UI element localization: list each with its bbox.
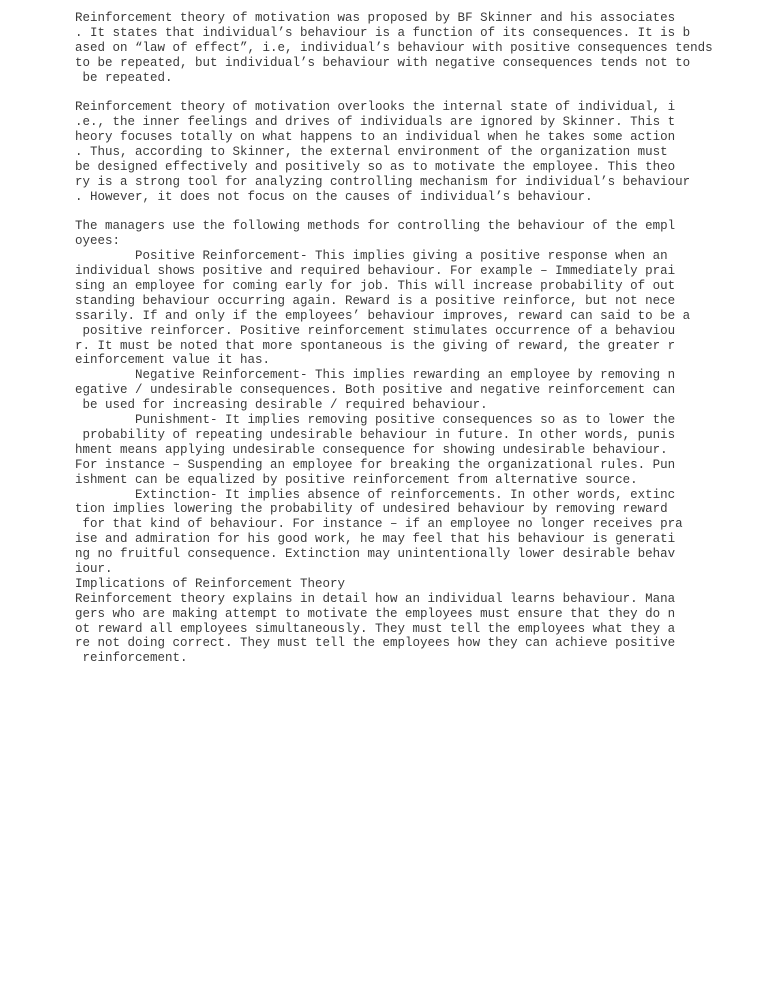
- paragraph-overlooks: [75, 100, 755, 204]
- text-line: . It states that individual’s behaviour is a function of its consequences. It is b: [75, 25, 691, 40]
- text-line: ssarily. If and only if the employees’ behaviour improves, reward can said to be a: [75, 308, 691, 323]
- text-line: ot reward all employees simultaneously. They must tell the employees what they a: [75, 621, 676, 636]
- text-line: positive reinforcer. Positive reinforcement stimulates occurrence of a behaviou: [75, 323, 676, 338]
- text-line: standing behaviour occurring again. Reward is a positive reinforce, but not nece: [75, 293, 676, 308]
- document-page: [75, 11, 755, 666]
- text-line: for that kind of behaviour. For instance – if an employee no longer receives pra: [75, 517, 683, 532]
- text-line: Reinforcement theory of motivation overlooks the internal state of individual, i: [75, 100, 676, 115]
- text-line: . Thus, according to Skinner, the external environment of the organization must: [75, 145, 668, 160]
- text-line: Negative Reinforcement- This implies rewarding an employee by removing n: [75, 368, 676, 383]
- text-line: iour.: [75, 561, 113, 576]
- text-line: sing an employee for coming early for job. This will increase probability of out: [75, 279, 676, 294]
- text-line: .e., the inner feelings and drives of individuals are ignored by Skinner. This t: [75, 115, 676, 130]
- paragraph-methods: [75, 219, 755, 666]
- text-line: ise and admiration for his good work, he may feel that his behaviour is generati: [75, 532, 676, 547]
- text-line: hment means applying undesirable consequence for showing undesirable behaviour.: [75, 442, 668, 457]
- text-line: For instance – Suspending an employee for breaking the organizational rules. Pun: [75, 457, 676, 472]
- text-line: egative / undesirable consequences. Both positive and negative reinforcement can: [75, 383, 676, 398]
- text-line: be used for increasing desirable / required behaviour.: [75, 398, 488, 413]
- paragraph-gap: [75, 85, 755, 100]
- text-line: einforcement value it has.: [75, 353, 271, 368]
- text-line: tion implies lowering the probability of undesired behaviour by removing reward: [75, 502, 668, 517]
- text-line: Extinction- It implies absence of reinforcements. In other words, extinc: [75, 487, 676, 502]
- text-line: ased on “law of effect”, i.e, individual’s behaviour with positive consequences tends: [75, 40, 713, 55]
- text-line: be designed effectively and positively so as to motivate the employee. This theo: [75, 159, 676, 174]
- paragraph-intro: [75, 11, 755, 85]
- text-line: be repeated.: [75, 70, 173, 85]
- text-line: ry is a strong tool for analyzing controlling mechanism for individual’s behaviour: [75, 174, 691, 189]
- text-line: . However, it does not focus on the causes of individual’s behaviour.: [75, 189, 593, 204]
- text-line: to be repeated, but individual’s behaviour with negative consequences tends not to: [75, 55, 691, 70]
- text-line: ishment can be equalized by positive reinforcement from alternative source.: [75, 472, 638, 487]
- text-line: r. It must be noted that more spontaneous is the giving of reward, the greater r: [75, 338, 676, 353]
- text-line: ng no fruitful consequence. Extinction may unintentionally lower desirable behav: [75, 547, 676, 562]
- section-heading: Implications of Reinforcement Theory: [75, 576, 346, 591]
- text-line: reinforcement.: [75, 651, 188, 666]
- text-line: probability of repeating undesirable behaviour in future. In other words, punis: [75, 427, 676, 442]
- paragraph-gap: [75, 205, 755, 220]
- text-line: Reinforcement theory of motivation was proposed by BF Skinner and his associates: [75, 11, 676, 25]
- text-line: heory focuses totally on what happens to an individual when he takes some action: [75, 130, 676, 145]
- text-line: Reinforcement theory explains in detail how an individual learns behaviour. Mana: [75, 591, 676, 606]
- text-line: Punishment- It implies removing positive consequences so as to lower the: [75, 413, 676, 428]
- text-line: individual shows positive and required behaviour. For example – Immediately prai: [75, 264, 676, 279]
- text-line: re not doing correct. They must tell the employees how they can achieve positive: [75, 636, 676, 651]
- text-line: Positive Reinforcement- This implies giving a positive response when an: [75, 249, 668, 264]
- text-line: The managers use the following methods for controlling the behaviour of the empl: [75, 219, 676, 234]
- text-line: oyees:: [75, 234, 121, 249]
- text-line: gers who are making attempt to motivate the employees must ensure that they do n: [75, 606, 676, 621]
